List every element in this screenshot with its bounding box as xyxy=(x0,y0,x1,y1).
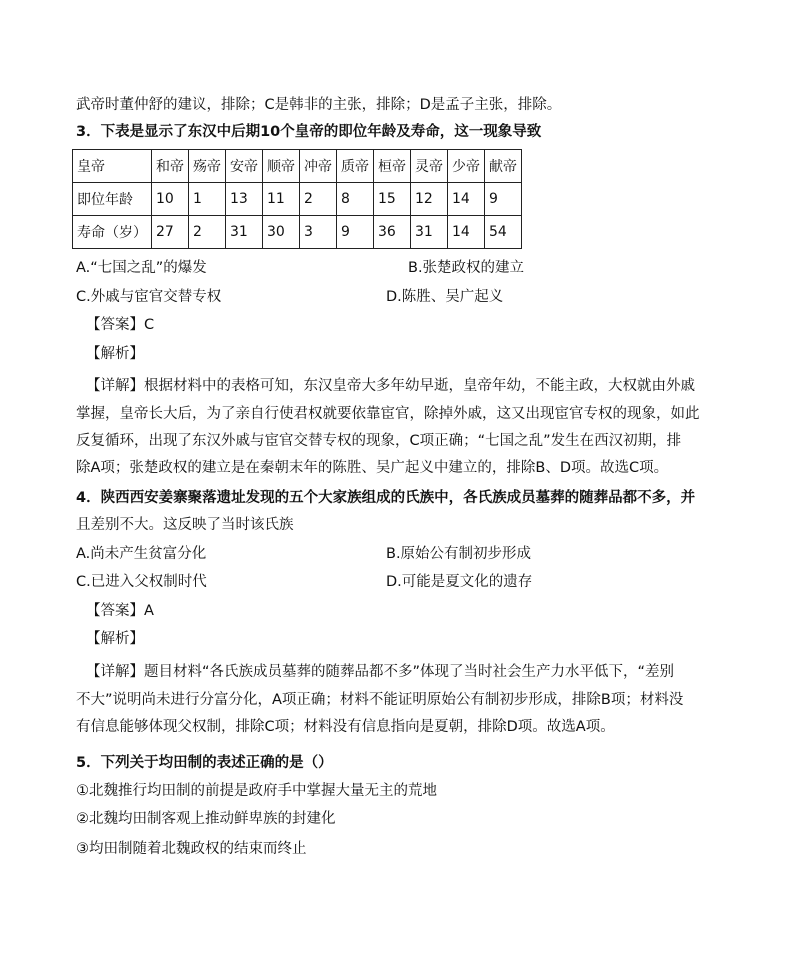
question-4-stem: 4．陕西西安姜寨聚落遗址发现的五个大家族组成的氏族中，各氏族成员墓葬的随葬品都不多，并 xyxy=(76,490,696,506)
emperor-cell: 灵帝 xyxy=(411,150,448,183)
accession-age-row xyxy=(73,183,522,216)
emperor-table xyxy=(72,149,522,249)
q4-option-d: D.可能是夏文化的遗存 xyxy=(386,574,533,590)
age-cell: 12 xyxy=(411,183,448,216)
intro-line: 武帝时董仲舒的建议，排除；C是韩非的主张，排除；D是孟子主张，排除。 xyxy=(76,97,562,113)
emperor-cell: 质帝 xyxy=(337,150,374,183)
q4-option-c: C.已进入父权制时代 xyxy=(76,574,207,590)
q4-detail-line: 【详解】题目材料“各氏族成员墓葬的随葬品都不多”体现了当时社会生产力水平低下，“差别 xyxy=(86,664,675,680)
q4-answer: 【答案】A xyxy=(86,603,154,619)
lifespan-cell: 31 xyxy=(226,216,263,249)
q4-option-b: B.原始公有制初步形成 xyxy=(386,546,532,562)
question-5-stem: 5．下列关于均田制的表述正确的是（） xyxy=(76,755,333,771)
age-cell: 1 xyxy=(189,183,226,216)
emperor-cell: 冲帝 xyxy=(300,150,337,183)
emperor-cell: 和帝 xyxy=(152,150,189,183)
q3-detail-line: 【详解】根据材料中的表格可知，东汉皇帝大多年幼早逝，皇帝年幼，不能主政，大权就由外戚 xyxy=(86,378,695,394)
q4-analysis-label: 【解析】 xyxy=(86,631,144,647)
lifespan-cell: 3 xyxy=(300,216,337,249)
age-cell: 2 xyxy=(300,183,337,216)
emperor-cell: 桓帝 xyxy=(374,150,411,183)
emperor-cell: 顺帝 xyxy=(263,150,300,183)
row-header: 皇帝 xyxy=(73,150,152,183)
lifespan-cell: 9 xyxy=(337,216,374,249)
lifespan-cell: 54 xyxy=(485,216,522,249)
q5-statement: ③均田制随着北魏政权的结束而终止 xyxy=(76,841,307,857)
row-header: 即位年龄 xyxy=(73,183,152,216)
q3-detail-line: 除A项；张楚政权的建立是在秦朝末年的陈胜、吴广起义中建立的，排除B、D项。故选C项。 xyxy=(76,460,669,476)
q4-detail-line: 不大”说明尚未进行分富分化，A项正确；材料不能证明原始公有制初步形成，排除B项；材料没 xyxy=(76,692,684,708)
q5-statement: ②北魏均田制客观上推动鲜卑族的封建化 xyxy=(76,811,336,827)
lifespan-row xyxy=(73,216,522,249)
q3-option-b: B.张楚政权的建立 xyxy=(408,260,525,276)
emperor-row xyxy=(73,150,522,183)
question-3-stem: 3．下表是显示了东汉中后期10个皇帝的即位年龄及寿命，这一现象导致 xyxy=(76,124,542,140)
lifespan-cell: 2 xyxy=(189,216,226,249)
emperor-cell: 献帝 xyxy=(485,150,522,183)
lifespan-cell: 27 xyxy=(152,216,189,249)
q3-option-a: A.“七国之乱”的爆发 xyxy=(76,260,207,276)
lifespan-cell: 31 xyxy=(411,216,448,249)
row-header: 寿命（岁） xyxy=(73,216,152,249)
emperor-cell: 少帝 xyxy=(448,150,485,183)
lifespan-cell: 30 xyxy=(263,216,300,249)
q4-detail-line: 有信息能够体现父权制，排除C项；材料没有信息指向是夏朝，排除D项。故选A项。 xyxy=(76,719,615,735)
age-cell: 15 xyxy=(374,183,411,216)
emperor-cell: 殇帝 xyxy=(189,150,226,183)
age-cell: 8 xyxy=(337,183,374,216)
q3-detail-line: 掌握，皇帝长大后，为了亲自行使君权就要依靠宦官，除掉外戚，这又出现宦官专权的现象，如此 xyxy=(76,406,700,422)
age-cell: 11 xyxy=(263,183,300,216)
question-4-stem-cont: 且差别不大。这反映了当时该氏族 xyxy=(76,517,294,533)
q5-statement: ①北魏推行均田制的前提是政府手中掌握大量无主的荒地 xyxy=(76,783,437,799)
lifespan-cell: 36 xyxy=(374,216,411,249)
q3-option-c: C.外戚与宦官交替专权 xyxy=(76,289,222,305)
q4-option-a: A.尚未产生贫富分化 xyxy=(76,546,207,562)
q3-detail-line: 反复循环，出现了东汉外戚与宦官交替专权的现象，C项正确；“七国之乱”发生在西汉初期，排 xyxy=(76,433,682,449)
lifespan-cell: 14 xyxy=(448,216,485,249)
emperor-cell: 安帝 xyxy=(226,150,263,183)
q3-answer: 【答案】C xyxy=(86,317,155,333)
age-cell: 13 xyxy=(226,183,263,216)
age-cell: 14 xyxy=(448,183,485,216)
age-cell: 9 xyxy=(485,183,522,216)
q3-option-d: D.陈胜、吴广起义 xyxy=(386,289,504,305)
age-cell: 10 xyxy=(152,183,189,216)
q3-analysis-label: 【解析】 xyxy=(86,346,144,362)
